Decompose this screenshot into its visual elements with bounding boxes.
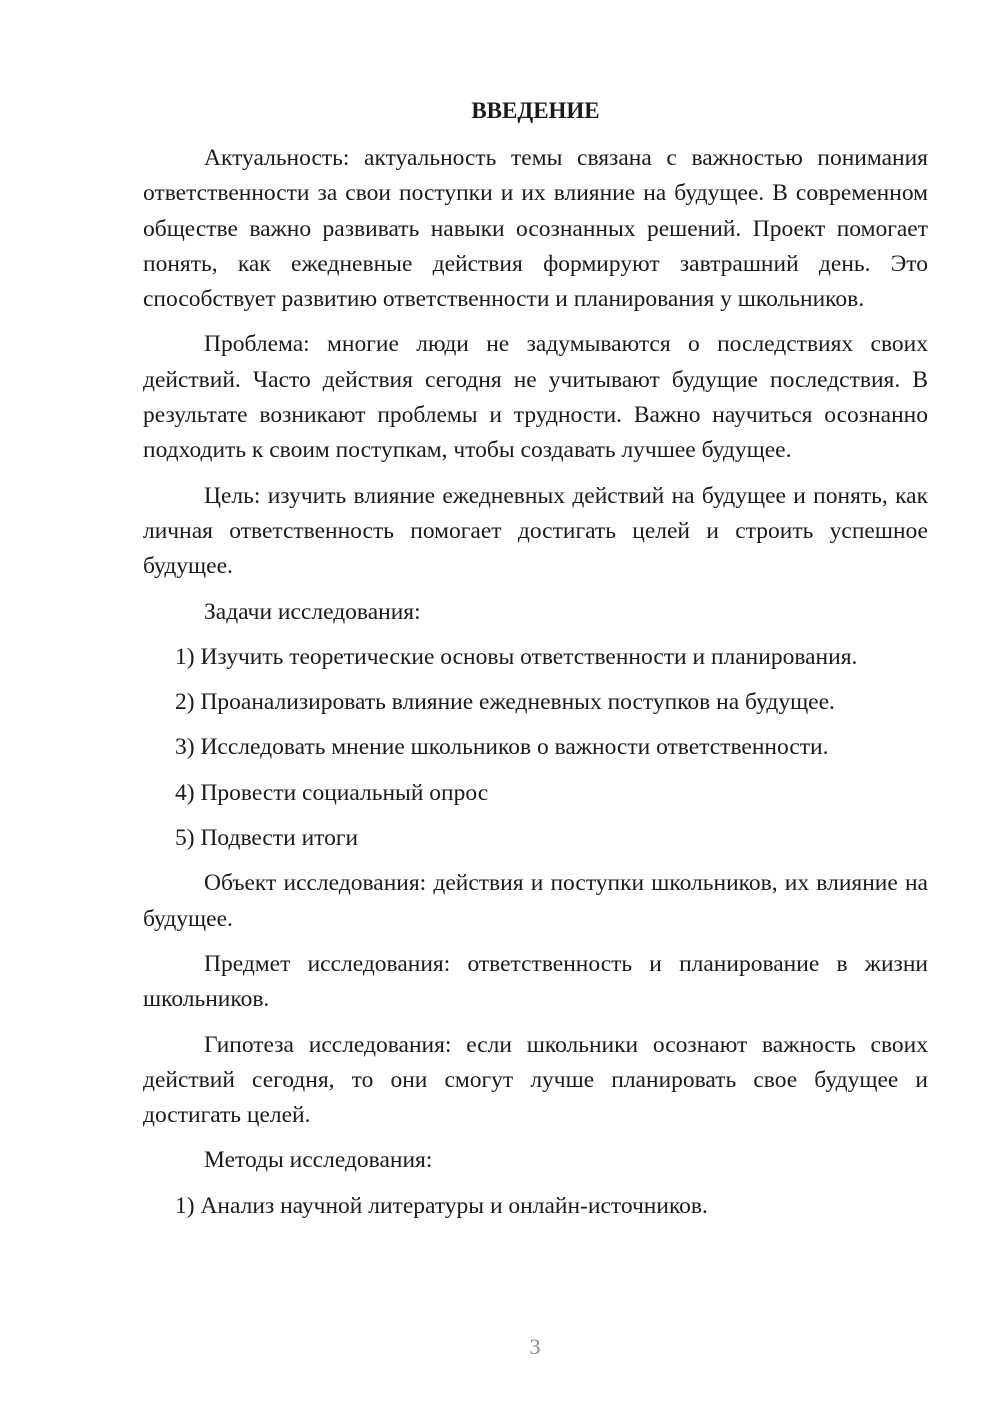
- task-item: 3) Исследовать мнение школьников о важности ответственности.: [175, 734, 829, 761]
- relevance-paragraph: Актуальность: актуальность темы связана с важностью понимания ответственности за свои поступки и их влияние на будущее. В современном обществе важно развивать навыки осознанных решений. Проект помогает понять, как ежедневные действия формируют завтрашний день. Это способствует развитию ответственности и планирования у школьников.: [143, 145, 928, 313]
- subject-paragraph: Предмет исследования: ответственность и планирование в жизни школьников.: [143, 950, 928, 1013]
- methods-list: [143, 1189, 928, 1224]
- page-title: ВВЕДЕНИЕ: [471, 98, 600, 123]
- tasks-list: [143, 640, 928, 856]
- task-item: 4) Провести социальный опрос: [175, 779, 489, 806]
- goal-paragraph: Цель: изучить влияние ежедневных действий на будущее и понять, как личная ответственность помогает достигать целей и строить успешное будущее.: [143, 482, 928, 580]
- hypothesis-paragraph: Гипотеза исследования: если школьники осознают важность своих действий сегодня, то они смогут лучше планировать свое будущее и достигать целей.: [143, 1031, 928, 1129]
- document-body: [143, 96, 928, 1234]
- task-item: 5) Подвести итоги: [175, 825, 359, 852]
- page-number: 3: [529, 1334, 541, 1359]
- object-paragraph: Объект исследования: действия и поступки школьников, их влияние на будущее.: [143, 870, 928, 932]
- method-item: 1) Анализ научной литературы и онлайн-источников.: [175, 1192, 708, 1219]
- task-item: 2) Проанализировать влияние ежедневных поступков на будущее.: [175, 689, 835, 716]
- methods-heading: Методы исследования:: [204, 1147, 433, 1174]
- problem-paragraph: Проблема: многие люди не задумываются о последствиях своих действий. Часто действия сегодня не учитывают будущие последствия. В результате возникают проблемы и трудности. Важно научиться осознанно подходить к своим поступкам, чтобы создавать лучшее будущее.: [143, 331, 928, 464]
- task-item: 1) Изучить теоретические основы ответственности и планирования.: [175, 643, 858, 670]
- tasks-heading: Задачи исследования:: [204, 598, 421, 625]
